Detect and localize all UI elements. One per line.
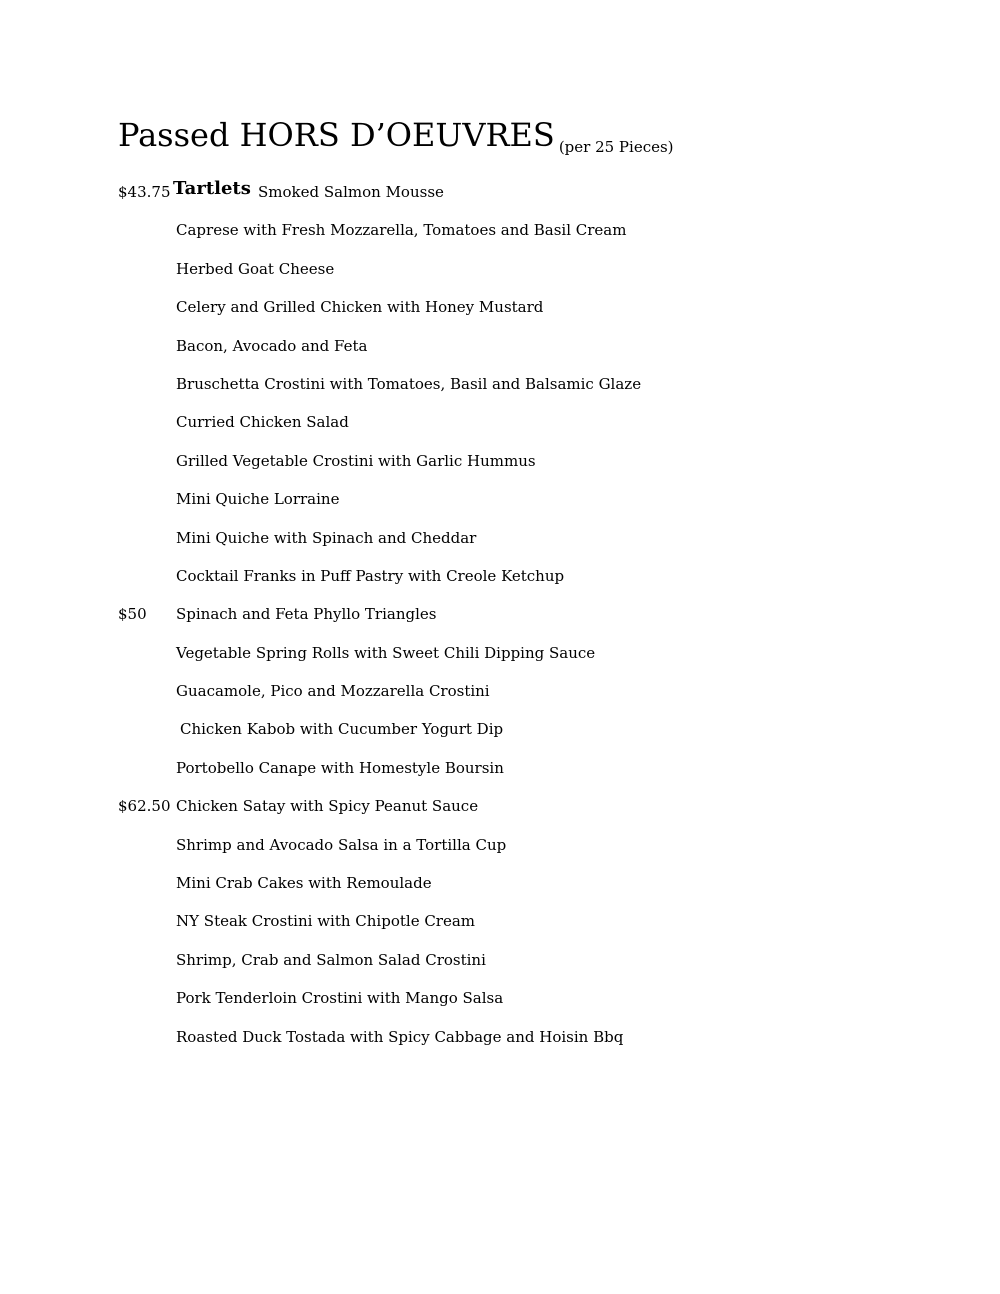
menu-row <box>118 984 818 1022</box>
menu-row <box>118 408 818 446</box>
menu-item: Smoked Salmon Mousse <box>258 183 444 201</box>
menu-row <box>118 869 818 907</box>
menu-row <box>118 370 818 408</box>
menu-item: Caprese with Fresh Mozzarella, Tomatoes and Basil Cream <box>176 221 627 240</box>
menu-item: Cocktail Franks in Puff Pastry with Creole Ketchup <box>176 566 565 585</box>
menu-list <box>118 178 818 1061</box>
menu-row <box>118 715 818 753</box>
menu-item: Mini Crab Cakes with Remoulade <box>176 874 432 893</box>
menu-item: Mini Quiche with Spinach and Cheddar <box>176 528 477 547</box>
menu-row <box>118 524 818 562</box>
price-tier: $62.50 <box>118 797 171 816</box>
menu-row <box>118 754 818 792</box>
menu-item: Shrimp, Crab and Salmon Salad Crostini <box>176 950 486 969</box>
menu-row <box>118 831 818 869</box>
menu-item: Shrimp and Avocado Salsa in a Tortilla Cup <box>176 835 507 854</box>
menu-item: Herbed Goat Cheese <box>176 259 335 278</box>
menu-row <box>118 216 818 254</box>
menu-row <box>118 600 818 638</box>
menu-item: Curried Chicken Salad <box>176 413 349 432</box>
menu-row <box>118 1023 818 1061</box>
menu-item: Chicken Kabob with Cucumber Yogurt Dip <box>180 720 504 739</box>
menu-item: Bacon, Avocado and Feta <box>176 336 368 355</box>
page-title: Passed HORS D’OEUVRES <box>118 116 555 154</box>
price-tier: $43.75 <box>118 183 171 201</box>
menu-row <box>118 178 818 216</box>
menu-row <box>118 562 818 600</box>
menu-row <box>118 332 818 370</box>
menu-item: Portobello Canape with Homestyle Boursin <box>176 758 504 777</box>
price-tier: $50 <box>118 605 147 624</box>
menu-item: Grilled Vegetable Crostini with Garlic Hummus <box>176 451 536 470</box>
menu-row <box>118 255 818 293</box>
menu-row <box>118 639 818 677</box>
menu-row <box>118 946 818 984</box>
menu-row <box>118 677 818 715</box>
menu-item: Roasted Duck Tostada with Spicy Cabbage and Hoisin Bbq <box>176 1027 624 1046</box>
menu-item: Pork Tenderloin Crostini with Mango Salsa <box>176 989 504 1008</box>
menu-row <box>118 485 818 523</box>
menu-item: Mini Quiche Lorraine <box>176 490 340 509</box>
menu-item: Vegetable Spring Rolls with Sweet Chili Dipping Sauce <box>176 643 596 662</box>
menu-row <box>118 447 818 485</box>
menu-item: Guacamole, Pico and Mozzarella Crostini <box>176 682 490 701</box>
page-title-row <box>118 116 674 154</box>
menu-item: Chicken Satay with Spicy Peanut Sauce <box>176 797 479 816</box>
page-subtitle: (per 25 Pieces) <box>558 138 674 156</box>
menu-row <box>118 293 818 331</box>
category-heading: Tartlets <box>173 178 251 199</box>
menu-item: Celery and Grilled Chicken with Honey Mustard <box>176 298 544 317</box>
menu-item: Spinach and Feta Phyllo Triangles <box>176 605 437 624</box>
menu-row <box>118 792 818 830</box>
menu-row <box>118 907 818 945</box>
menu-item: NY Steak Crostini with Chipotle Cream <box>176 912 476 931</box>
menu-item: Bruschetta Crostini with Tomatoes, Basil and Balsamic Glaze <box>176 374 642 393</box>
